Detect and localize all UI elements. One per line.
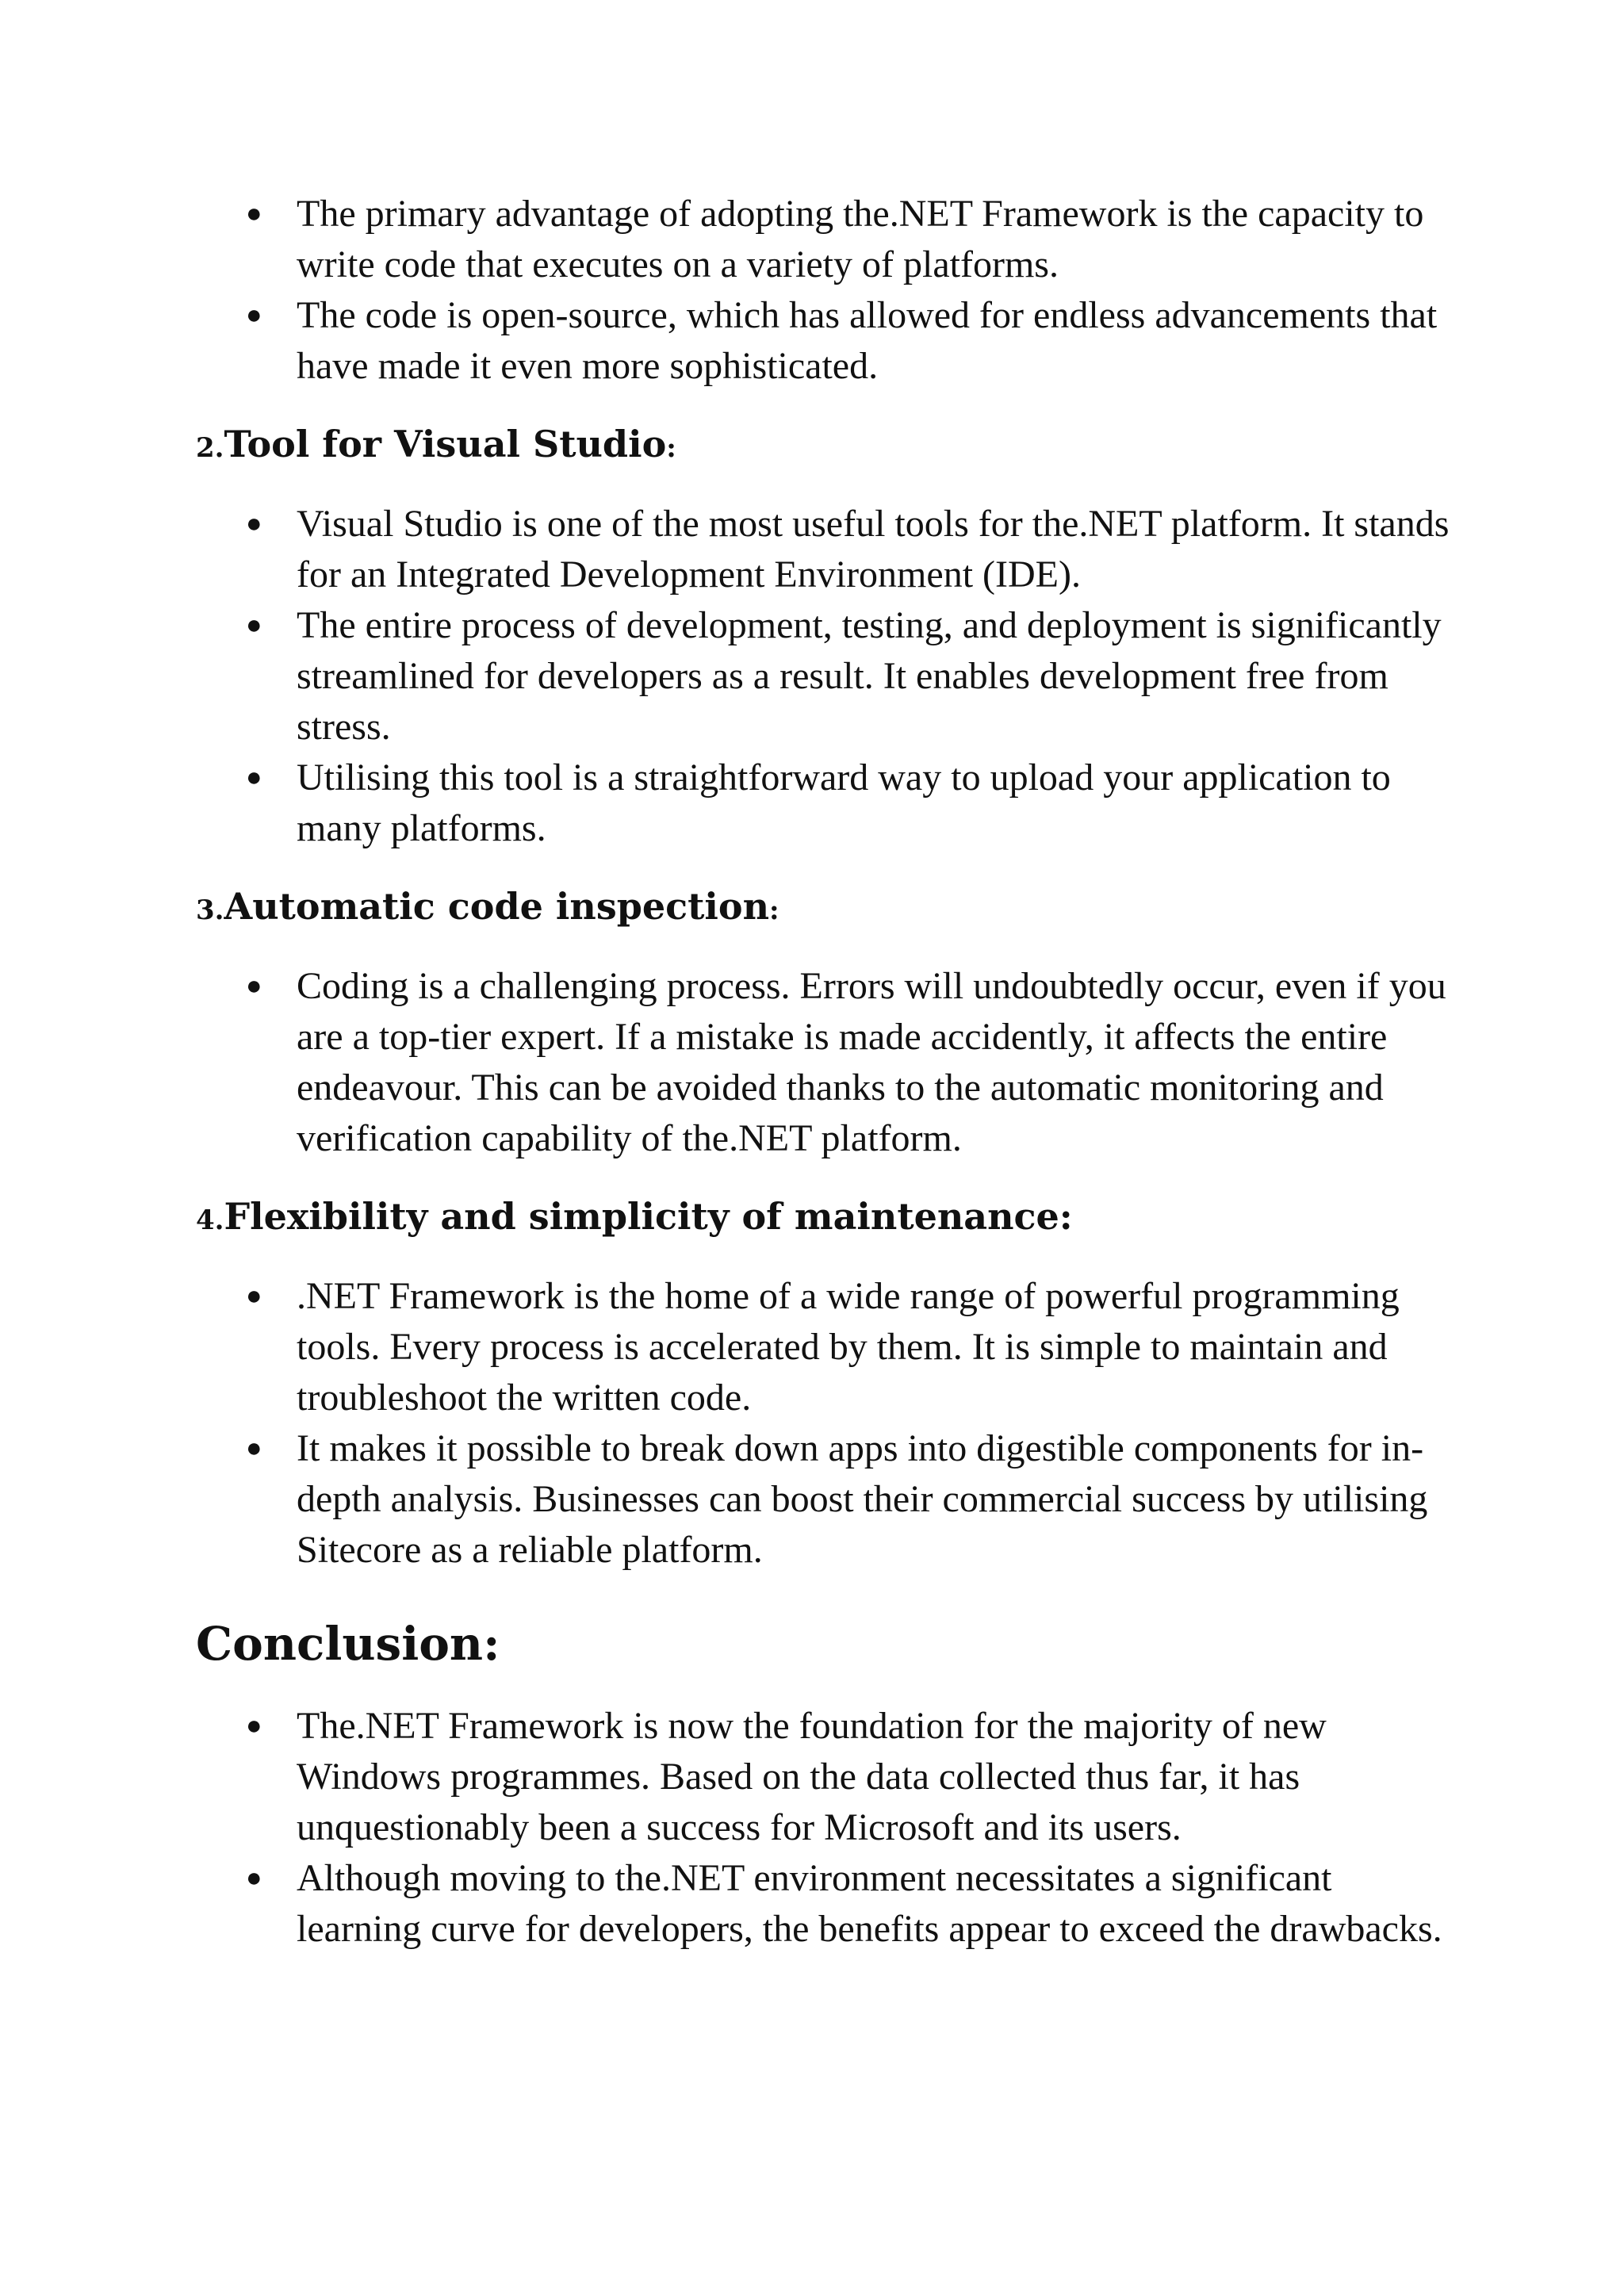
list-item [196, 1271, 1465, 1423]
code-inspection-bullet-list [196, 961, 1465, 1164]
list-item [196, 499, 1465, 600]
list-item-text: The primary advantage of adopting the.NET Framework is the capacity to write code that executes on a variety of platforms. [297, 193, 1424, 285]
intro-bullet-list [196, 189, 1465, 392]
bullet-icon: ● [246, 611, 262, 640]
section-title: Tool for Visual Studio [224, 423, 667, 465]
conclusion-heading: Conclusion: [196, 1617, 500, 1671]
list-item-text: The.NET Framework is now the foundation for the majority of new Windows programmes. Based on the data collected thus far, it has unquestionably been a success for Microsoft and its users. [297, 1705, 1327, 1848]
bullet-icon: ● [246, 1281, 262, 1311]
list-item [196, 1423, 1465, 1576]
section-number: 4. [196, 1204, 224, 1236]
list-item-text: Utilising this tool is a straightforward way to upload your application to many platforms. [297, 756, 1391, 849]
list-item-text: Coding is a challenging process. Errors will undoubtedly occur, even if you are a top-tier expert. If a mistake is made accidently, it affects the entire endeavour. This can be avoided thanks to the automatic monitoring and verification capability of the.NET platform. [297, 965, 1446, 1159]
section-title: Flexibility and simplicity of maintenance: [224, 1195, 1073, 1238]
list-item [196, 189, 1465, 290]
section-heading-code-inspection [196, 883, 1465, 934]
conclusion-bullet-list [196, 1701, 1465, 1955]
list-item [196, 1853, 1465, 1955]
section-number: 3. [196, 894, 224, 926]
section-number: 2. [196, 432, 224, 464]
bullet-icon: ● [246, 971, 262, 1001]
bullet-icon: ● [246, 199, 262, 228]
bullet-icon: ● [246, 1863, 262, 1893]
bullet-icon: ● [246, 1434, 262, 1463]
list-item [196, 753, 1465, 854]
list-item-text: .NET Framework is the home of a wide range of powerful programming tools. Every process is accelerated by them. It is simple to maintain and troubleshoot the written code. [297, 1275, 1400, 1419]
visual-studio-bullet-list [196, 499, 1465, 854]
document-content [196, 189, 1465, 1955]
bullet-icon: ● [246, 301, 262, 330]
list-item-text: The entire process of development, testing, and deployment is significantly streamlined for developers as a result. It enables development free from stress. [297, 604, 1442, 748]
section-suffix: : [769, 894, 779, 926]
section-heading-flexibility [196, 1193, 1465, 1244]
list-item [196, 290, 1465, 392]
list-item [196, 600, 1465, 753]
section-title: Automatic code inspection [224, 885, 770, 928]
bullet-icon: ● [246, 1711, 262, 1741]
section-suffix: : [666, 432, 676, 464]
list-item [196, 1701, 1465, 1853]
list-item-text: Although moving to the.NET environment necessitates a significant learning curve for developers, the benefits appear to exceed the drawbacks. [297, 1857, 1442, 1950]
section-heading-visual-studio [196, 420, 1465, 472]
bullet-icon: ● [246, 509, 262, 538]
flexibility-bullet-list [196, 1271, 1465, 1576]
list-item-text: It makes it possible to break down apps into digestible components for in-depth analysis. Businesses can boost their commercial success by utilising Sitecore as a reliable platform. [297, 1427, 1428, 1571]
list-item [196, 961, 1465, 1164]
bullet-icon: ● [246, 763, 262, 792]
list-item-text: The code is open-source, which has allowed for endless advancements that have made it even more sophisticated. [297, 294, 1438, 387]
list-item-text: Visual Studio is one of the most useful tools for the.NET platform. It stands for an Integrated Development Environment (IDE). [297, 503, 1450, 596]
